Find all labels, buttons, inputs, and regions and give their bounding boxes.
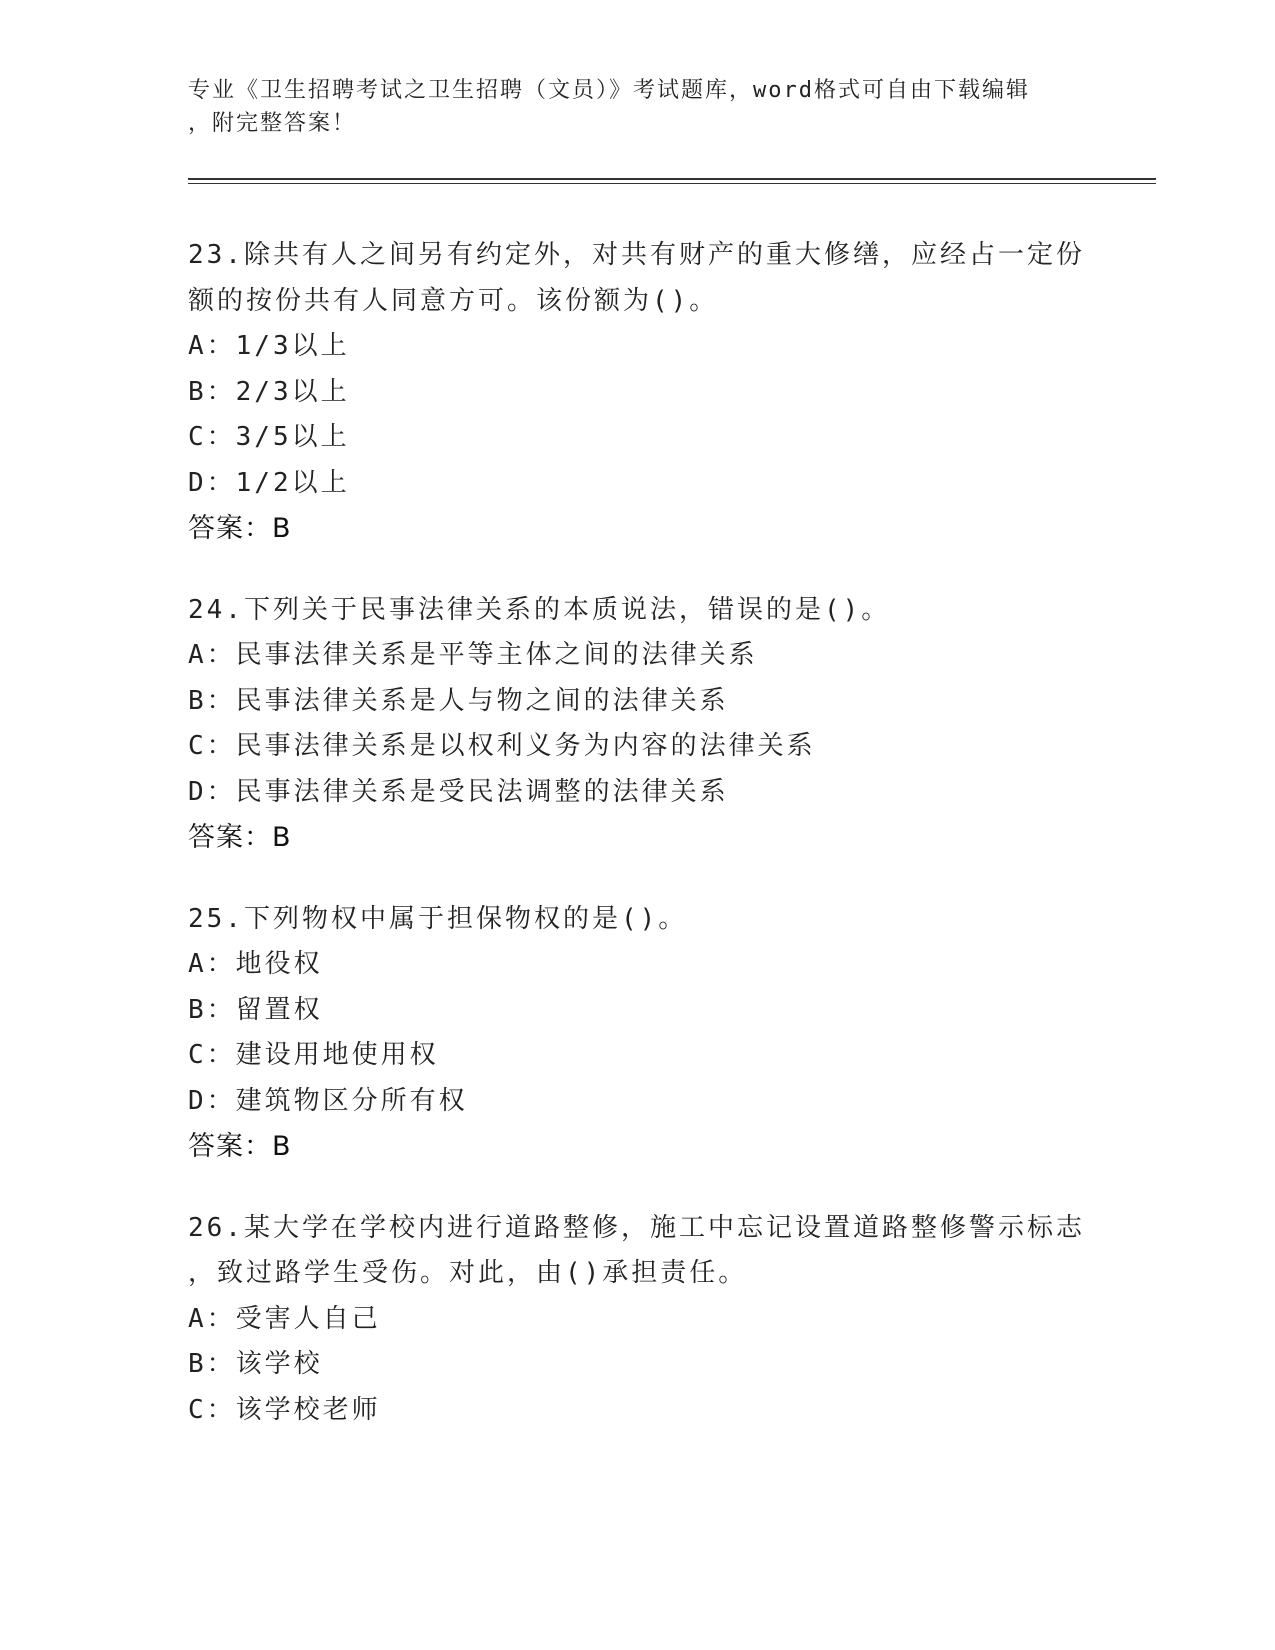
option-b: B：该学校 xyxy=(188,1349,323,1379)
question-stem-line: 24.下列关于民事法律关系的本质说法，错误的是()。 xyxy=(188,594,891,625)
option-c: C：该学校老师 xyxy=(188,1394,381,1425)
option-a: A：民事法律关系是平等主体之间的法律关系 xyxy=(188,640,758,670)
header-divider-thin xyxy=(188,183,1156,184)
header-line-2: ，附完整答案！ xyxy=(188,111,357,136)
option-a: A：地役权 xyxy=(188,949,323,979)
header-line-1: 专业《卫生招聘考试之卫生招聘（文员）》考试题库，word格式可自由下载编辑 xyxy=(188,78,1030,103)
option-a: A：受害人自己 xyxy=(188,1303,381,1334)
option-d: D：建筑物区分所有权 xyxy=(188,1085,468,1116)
answer-label: 答案：B xyxy=(188,822,292,853)
question-stem-line: 额的按份共有人同意方可。该份额为()。 xyxy=(188,285,719,316)
answer-label: 答案：B xyxy=(188,1131,292,1162)
question-23 xyxy=(188,233,1088,552)
question-stem-line: ，致过路学生受伤。对此，由()承担责任。 xyxy=(188,1258,748,1288)
header-divider-thick xyxy=(188,178,1156,180)
question-list xyxy=(188,233,1088,1469)
option-d: D：民事法律关系是受民法调整的法律关系 xyxy=(188,776,729,807)
option-c: C：建设用地使用权 xyxy=(188,1040,439,1070)
question-stem-line: 25.下列物权中属于担保物权的是()。 xyxy=(188,903,688,934)
question-24 xyxy=(188,588,1088,861)
option-d: D：1/2以上 xyxy=(188,467,350,498)
question-25 xyxy=(188,897,1088,1170)
option-a: A：1/3以上 xyxy=(188,331,350,361)
question-26 xyxy=(188,1206,1088,1434)
document-header xyxy=(188,74,1088,140)
option-b: B：2/3以上 xyxy=(188,376,350,407)
answer-label: 答案：B xyxy=(188,513,292,544)
question-stem-line: 26.某大学在学校内进行道路整修，施工中忘记设置道路整修警示标志 xyxy=(188,1212,1085,1243)
question-stem-line: 23.除共有人之间另有约定外，对共有财产的重大修缮，应经占一定份 xyxy=(188,240,1085,270)
option-b: B：留置权 xyxy=(188,994,323,1025)
option-c: C：民事法律关系是以权利义务为内容的法律关系 xyxy=(188,731,816,761)
option-c: C：3/5以上 xyxy=(188,422,350,452)
option-b: B：民事法律关系是人与物之间的法律关系 xyxy=(188,685,729,716)
